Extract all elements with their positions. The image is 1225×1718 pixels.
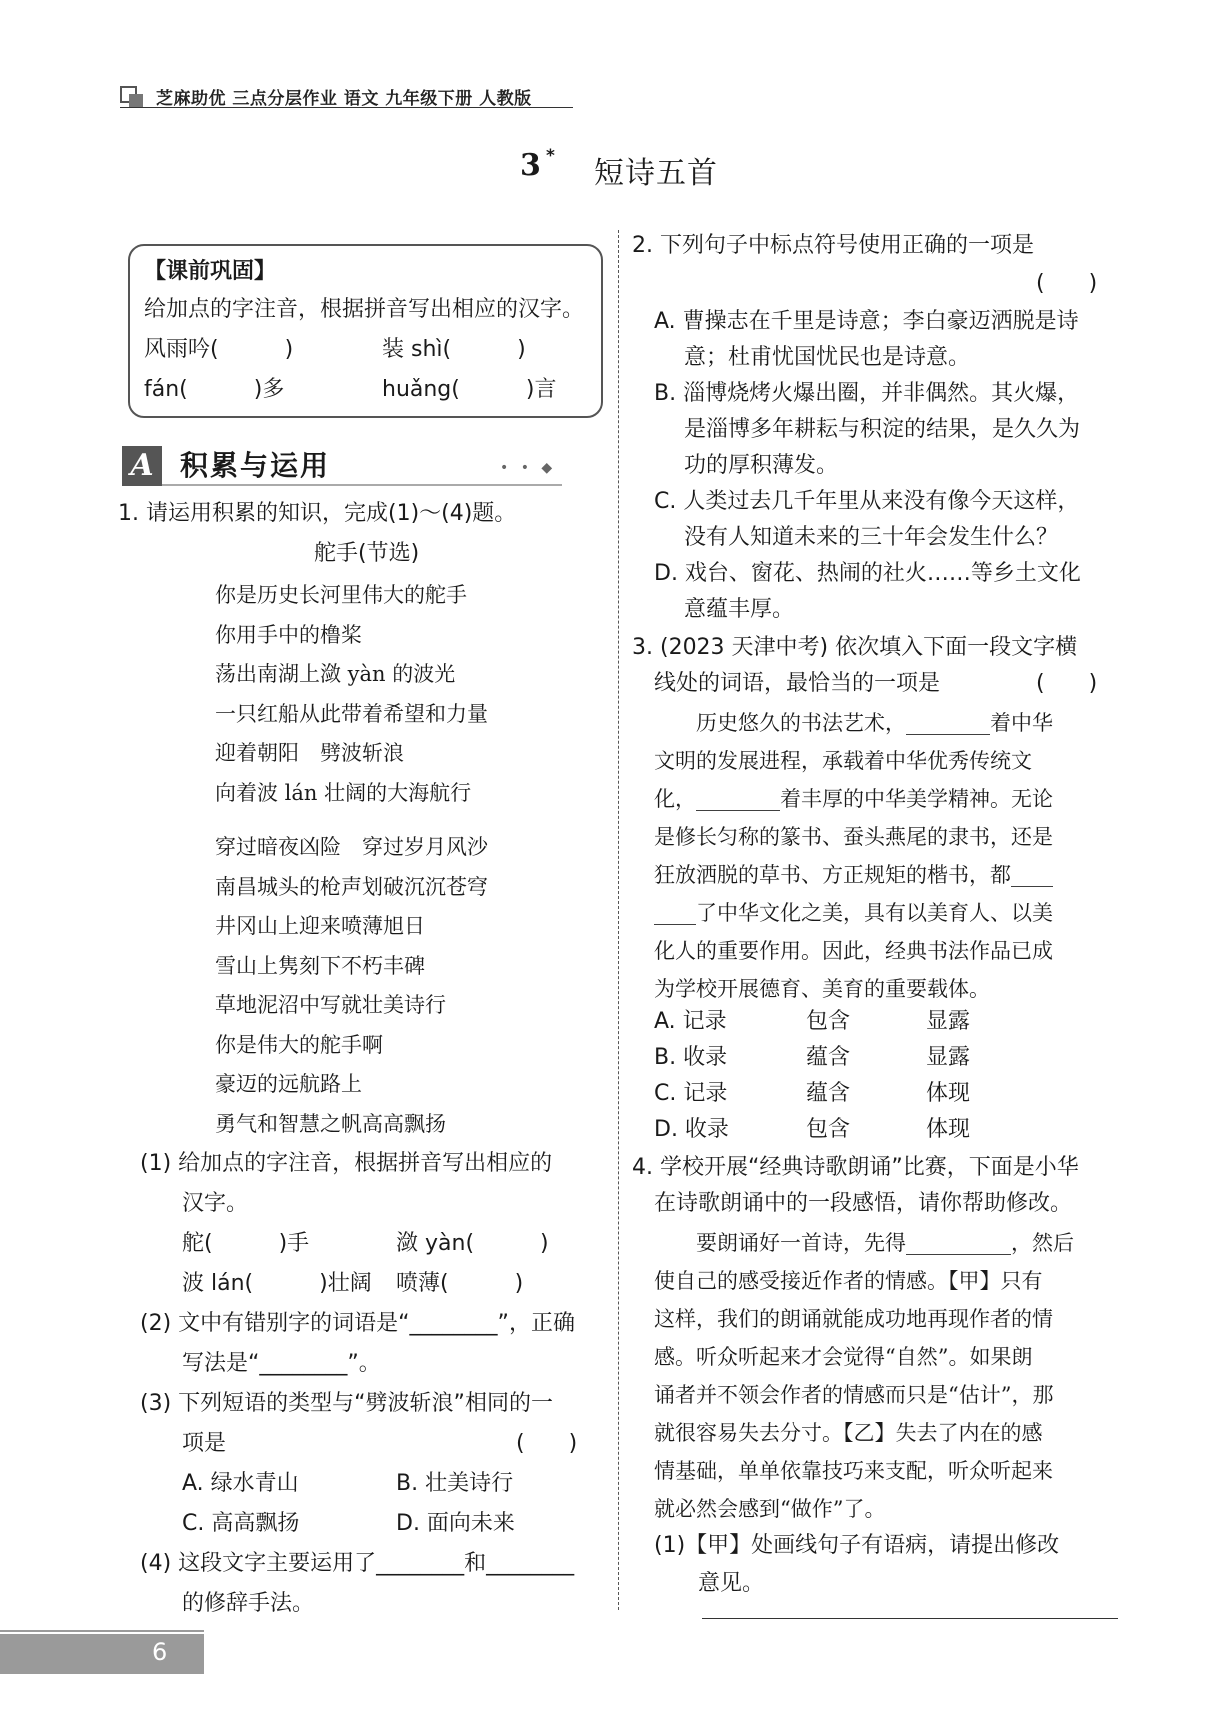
passage-line: 狂放洒脱的草书、方正规矩的楷书，都____ [654, 863, 1053, 887]
header-text: 芝麻助优 三点分层作业 语文 九年级下册 人教版 [156, 89, 532, 109]
lesson-number: 3 [520, 148, 541, 183]
q1-sub3-line1: (3) 下列短语的类型与“劈波斩浪”相同的一 [140, 1391, 553, 1416]
q1-sub4-line2: 的修辞手法。 [182, 1591, 315, 1616]
passage-line: 是修长匀称的篆书、蚕头燕尾的隶书，还是 [654, 825, 1053, 849]
preclass-item: huǎng( )言 [382, 377, 557, 402]
option-word: C. 记录 [654, 1081, 728, 1106]
q3-option-d[interactable] [654, 1112, 971, 1148]
lesson-star: * [546, 146, 555, 166]
q1-sub1-line1: (1) 给加点的字注音，根据拼音写出相应的 [140, 1151, 553, 1176]
option-word: 蕴含 [806, 1081, 851, 1106]
preclass-item: fán( )多 [144, 377, 285, 402]
poem-line: 草地泥沼中写就壮美诗行 [215, 993, 446, 1017]
passage-line: 就很容易失去分寸。【乙】失去了内在的感 [654, 1421, 1043, 1445]
section-a-rule [162, 484, 562, 486]
option-line: 意蕴丰厚。 [684, 597, 795, 622]
poem-line: 雪山上隽刻下不朽丰碑 [215, 953, 425, 978]
q1-sub1-line2: 汉字。 [182, 1191, 249, 1216]
q2-option-c[interactable] [654, 484, 1079, 556]
passage-line: 文明的发展进程，承载着中华优秀传统文 [654, 749, 1032, 773]
passage-line: 为学校开展德育、美育的重要载体。 [654, 977, 990, 1001]
option-line: D. 戏台、窗花、热闹的社火……等乡土文化 [654, 561, 1081, 586]
q4-passage [654, 1224, 1074, 1528]
q1-sub3-option[interactable]: D. 面向未来 [396, 1511, 515, 1536]
q3-option-a[interactable] [654, 1004, 971, 1040]
poem-line: 你是历史长河里伟大的舵手 [215, 583, 467, 607]
q1-sub1-item: 舵( )手 [182, 1231, 310, 1256]
q2-option-b[interactable] [654, 376, 1080, 484]
q4-stem-line2: 在诗歌朗诵中的一段感悟，请你帮助修改。 [654, 1191, 1073, 1216]
q3-stem-line1: 3. (2023 天津中考) 依次填入下面一段文字横 [632, 635, 1078, 660]
lesson-title: 短诗五首 [594, 156, 718, 191]
option-word: 蕴含 [806, 1045, 851, 1070]
option-line: A. 曹操志在千里是诗意；李白豪迈洒脱是诗 [654, 309, 1079, 334]
q1-sub3-option[interactable]: B. 壮美诗行 [396, 1471, 514, 1496]
passage-line: 化人的重要作用。因此，经典书法作品已成 [654, 939, 1053, 963]
header-logo-icon [120, 86, 146, 108]
q1-sub3-option[interactable]: C. 高高飘扬 [182, 1511, 300, 1536]
option-line: 功的厚积薄发。 [684, 453, 839, 478]
option-word: 包含 [806, 1117, 851, 1142]
poem-line: 勇气和智慧之帆高高飘扬 [215, 1111, 446, 1136]
column-divider [618, 230, 619, 1610]
q1-stem: 1. 请运用积累的知识，完成(1)～(4)题。 [118, 501, 517, 526]
poem-line: 一只红船从此带着希望和力量 [215, 701, 488, 726]
passage-line: 情基础，单单依靠技巧来支配，听众听起来 [654, 1459, 1053, 1483]
option-line: 没有人知道未来的三十年会发生什么？ [684, 525, 1059, 550]
q3-answer-paren[interactable]: ( ) [1036, 671, 1098, 696]
option-word: 体现 [926, 1081, 971, 1106]
q1-sub1-item: 波 lán( )壮阔 [182, 1271, 372, 1296]
option-line: 意；杜甫忧国忧民也是诗意。 [684, 345, 971, 370]
page-number: 6 [152, 1638, 168, 1666]
passage-line: 就必然会感到“做作”了。 [654, 1497, 886, 1521]
passage-line: 这样，我们的朗诵就能成功地再现作者的情 [654, 1307, 1053, 1331]
header-rule [120, 107, 573, 108]
q4-sub1-line1: (1)【甲】处画线句子有语病，请提出修改 [654, 1533, 1060, 1558]
poem-line: 穿过暗夜凶险 穿过岁月风沙 [215, 835, 488, 859]
option-line: B. 淄博烧烤火爆出圈，并非偶然。其火爆， [654, 381, 1080, 406]
passage-line: 化，________着丰厚的中华美学精神。无论 [654, 787, 1053, 811]
option-line: 是淄博多年耕耘与积淀的结果，是久久为 [684, 417, 1081, 442]
section-a-dots: • • ◆ [500, 460, 557, 476]
q2-option-d[interactable] [654, 556, 1081, 628]
page-number-bar [0, 1634, 204, 1674]
section-a-badge: A [122, 446, 162, 486]
poem-line: 豪迈的远航路上 [215, 1072, 362, 1096]
preclass-heading: 【课前巩固】 [144, 259, 277, 284]
poem-line: 你用手中的橹桨 [215, 622, 362, 647]
q1-poem-title: 舵手(节选) [314, 541, 420, 566]
section-a-title: 积累与运用 [180, 449, 331, 482]
passage-line: ____了中华文化之美，具有以美育人、以美 [654, 901, 1053, 925]
q1-sub2-line1: (2) 文中有错别字的词语是“________”，正确 [140, 1311, 575, 1336]
passage-line: 感。听众听起来才会觉得“自然”。如果朗 [654, 1345, 1033, 1369]
poem-line: 向着波 lán 壮阔的大海航行 [215, 780, 472, 805]
q4-answer-line[interactable] [702, 1618, 1118, 1619]
option-word: 体现 [926, 1117, 971, 1142]
option-word: D. 收录 [654, 1117, 729, 1142]
option-word: 包含 [806, 1009, 851, 1034]
q1-sub2-line2: 写法是“________”。 [182, 1351, 381, 1376]
poem-line: 井冈山上迎来喷薄旭日 [215, 914, 425, 938]
option-word: A. 记录 [654, 1009, 727, 1034]
q1-sub4-line1: (4) 这段文字主要运用了________和________ [140, 1551, 575, 1576]
poem-line: 迎着朝阳 劈波斩浪 [215, 741, 404, 765]
passage-line: 使自己的感受接近作者的情感。【甲】只有 [654, 1269, 1043, 1293]
poem-stanza-1 [215, 576, 488, 813]
q4-sub1-line2: 意见。 [698, 1571, 765, 1596]
option-word: 显露 [926, 1045, 971, 1070]
page-number-rule [0, 1630, 204, 1632]
option-word: 显露 [926, 1009, 971, 1034]
q2-option-a[interactable] [654, 304, 1079, 376]
preclass-instruction: 给加点的字注音，根据拼音写出相应的汉字。 [144, 297, 585, 322]
q3-option-c[interactable] [654, 1076, 971, 1112]
poem-line: 荡出南湖上潋 yàn 的波光 [215, 662, 456, 686]
option-line: C. 人类过去几千年里从来没有像今天这样， [654, 489, 1080, 514]
q1-sub1-item: 潋 yàn( ) [396, 1231, 549, 1256]
q4-stem-line1: 4. 学校开展“经典诗歌朗诵”比赛，下面是小华 [632, 1155, 1079, 1180]
option-word: B. 收录 [654, 1045, 728, 1070]
q1-sub1-item: 喷薄( ) [396, 1271, 524, 1296]
q3-passage [654, 704, 1053, 1008]
q2-stem: 2. 下列句子中标点符号使用正确的一项是 [632, 233, 1034, 258]
passage-line: 要朗诵好一首诗，先得__________，然后 [654, 1231, 1074, 1255]
q2-answer-paren[interactable]: ( ) [1036, 271, 1098, 296]
poem-line: 你是伟大的舵手啊 [215, 1032, 383, 1057]
q3-stem-line2: 线处的词语，最恰当的一项是 [654, 671, 941, 696]
q1-sub3-option[interactable]: A. 绿水青山 [182, 1471, 299, 1496]
passage-line: 历史悠久的书法艺术，________着中华 [654, 711, 1053, 735]
preclass-item: 装 shì( ) [382, 337, 526, 362]
passage-line: 诵者并不领会作者的情感而只是“估计”，那 [654, 1383, 1054, 1407]
q1-sub3-line2: 项是 [182, 1431, 227, 1456]
q1-sub3-answer-paren[interactable]: ( ) [516, 1431, 578, 1456]
q3-option-b[interactable] [654, 1040, 971, 1076]
preclass-item: 风雨吟( ) [144, 337, 294, 362]
poem-stanza-2 [215, 828, 488, 1144]
poem-line: 南昌城头的枪声划破沉沉苍穹 [215, 874, 488, 899]
